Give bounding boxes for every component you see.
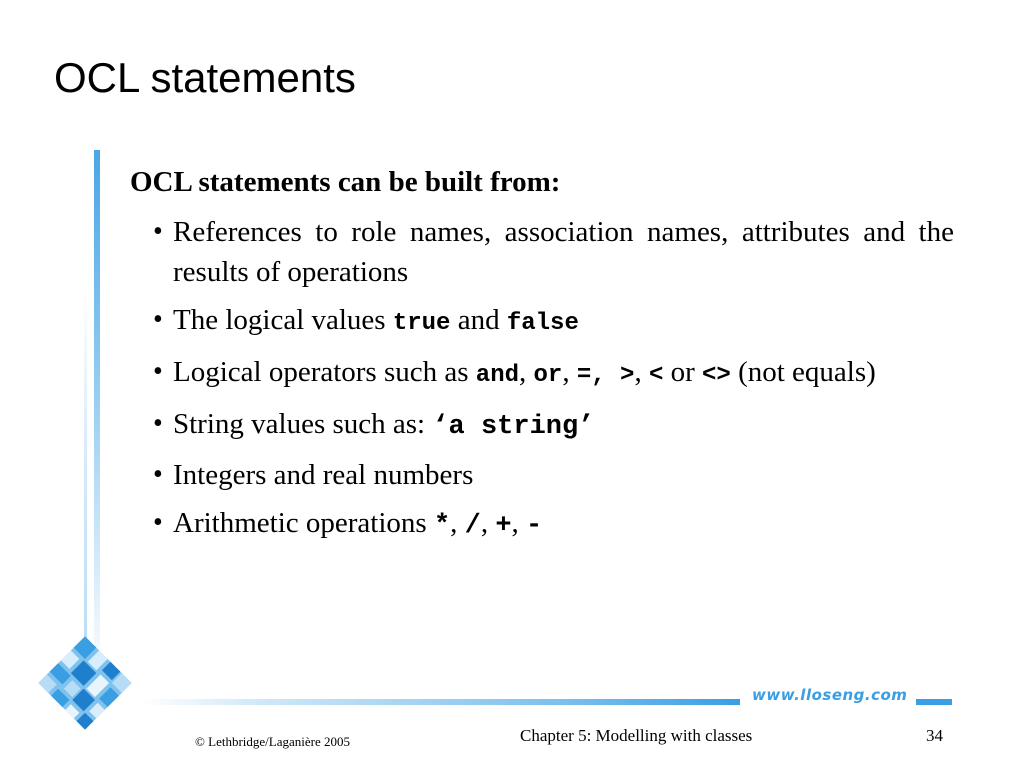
bullet-icon: • (153, 356, 163, 387)
bullet-text: String values such as: (173, 408, 433, 440)
code-true: true (392, 310, 451, 337)
vertical-accent-bar (94, 150, 100, 680)
code-and: and (475, 362, 520, 389)
bullet-list (130, 212, 954, 546)
code-lt: < (648, 362, 664, 389)
bullet-text: or (663, 356, 703, 388)
bullet-icon: • (153, 216, 163, 247)
code-minus: - (526, 511, 543, 541)
diamond-mosaic-logo-icon (30, 628, 140, 738)
code-plus: + (495, 511, 512, 541)
code-divide: / (464, 511, 481, 541)
separator: , (450, 507, 465, 539)
slide-title: OCL statements (54, 54, 356, 101)
website-url: www.lloseng.com (752, 686, 908, 704)
bullet-icon: • (153, 507, 163, 538)
slide-content (130, 164, 954, 554)
code-false: false (506, 310, 579, 337)
bullet-icon: • (153, 304, 163, 335)
separator: , (562, 356, 577, 388)
bullet-text: Logical operators such as (173, 356, 476, 388)
vertical-accent-bar-secondary (84, 285, 87, 665)
bullet-text: The logical values (173, 304, 393, 336)
list-item (130, 352, 954, 396)
page-number: 34 (926, 726, 943, 745)
bullet-text: (not equals) (730, 356, 876, 388)
footer-accent-bar-end (916, 699, 952, 705)
list-item (130, 212, 954, 292)
footer-chapter: Chapter 5: Modelling with classes (520, 726, 753, 745)
separator: , (480, 507, 496, 539)
separator: , (634, 356, 649, 388)
separator: , (519, 356, 534, 388)
list-item (130, 455, 954, 495)
bullet-icon: • (153, 408, 163, 439)
code-string: ‘a string’ (432, 412, 595, 442)
list-item (130, 300, 954, 344)
list-item (130, 503, 954, 546)
code-multiply: * (433, 511, 451, 541)
bullet-text: References to role names, association names, attributes and the results of operations (173, 216, 954, 288)
footer-accent-bar (140, 699, 740, 705)
content-heading: OCL statements can be built from: (130, 166, 561, 198)
footer-copyright: © Lethbridge/Laganière 2005 (195, 734, 350, 749)
bullet-text: and (450, 304, 507, 336)
code-or: or (533, 362, 563, 389)
bullet-text: Arithmetic operations (173, 507, 434, 539)
code-ne: <> (702, 362, 731, 389)
bullet-text: Integers and real numbers (173, 459, 474, 491)
bullet-icon: • (153, 459, 163, 490)
code-eq-gt: =, > (576, 362, 635, 389)
separator: , (511, 507, 527, 539)
list-item (130, 404, 954, 447)
